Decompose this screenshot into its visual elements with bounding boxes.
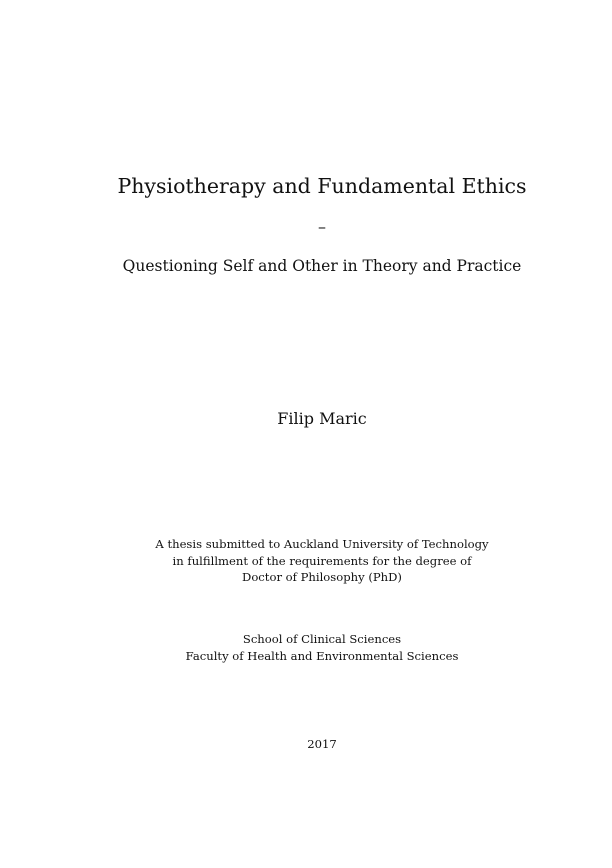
thesis-title: Physiotherapy and Fundamental Ethics <box>117 174 527 198</box>
submission-year: 2017 <box>307 737 337 751</box>
affiliation <box>0 631 612 664</box>
degree-statement <box>0 536 612 586</box>
degree-statement-line: A thesis submitted to Auckland University of Technology <box>155 537 489 551</box>
author-name: Filip Maric <box>277 409 367 428</box>
degree-statement-line: Doctor of Philosophy (PhD) <box>242 570 402 584</box>
degree-statement-line: in fulfillment of the requirements for the degree of <box>172 553 472 568</box>
title-separator: – <box>318 217 326 236</box>
school-name: School of Clinical Sciences <box>242 632 402 646</box>
faculty-name: Faculty of Health and Environmental Sciences <box>185 648 459 663</box>
thesis-subtitle: Questioning Self and Other in Theory and Practice <box>122 257 522 275</box>
